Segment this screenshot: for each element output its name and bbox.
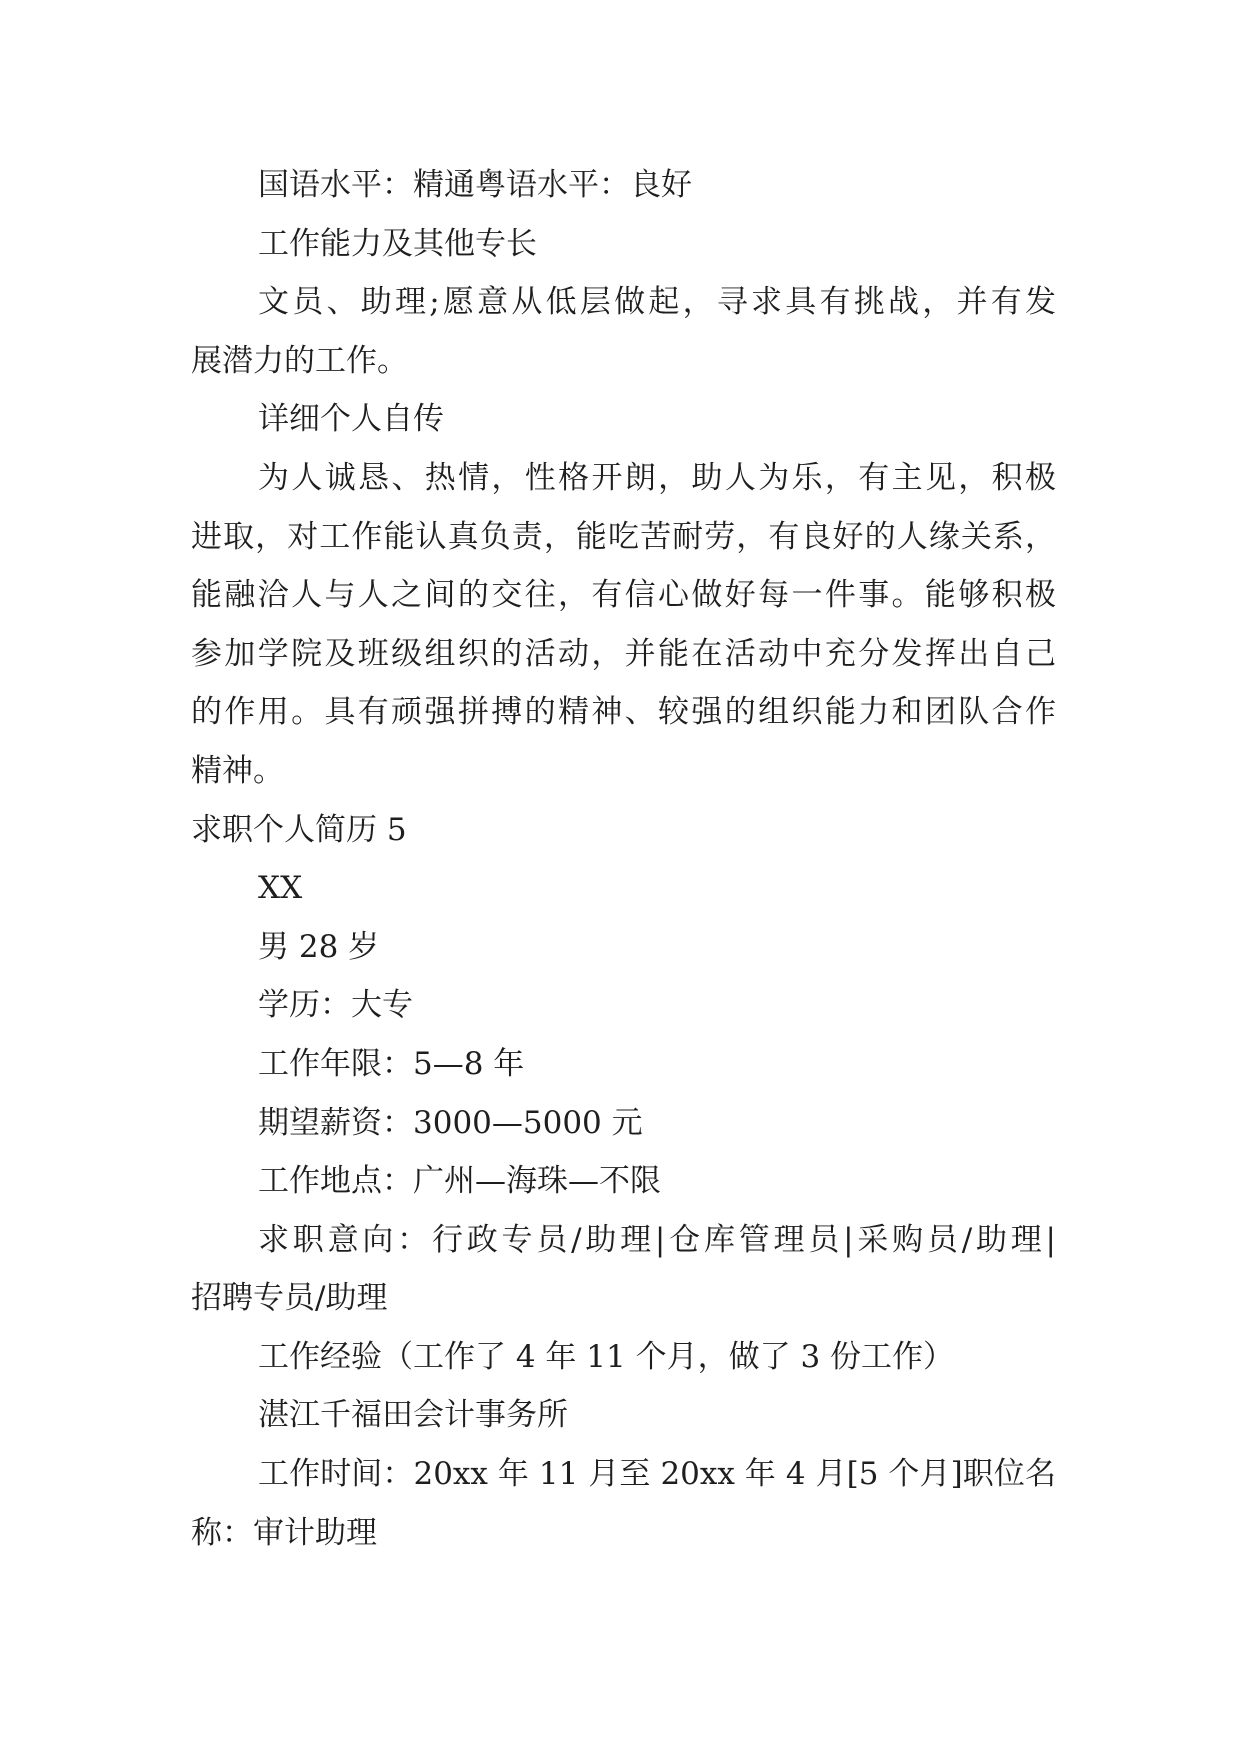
job-intention-line: 招聘专员/助理 [191,1280,388,1317]
document-body [191,156,1056,1562]
bio-text-line: 为人诚恳、热情，性格开朗，助人为乐，有主见，积极 [258,459,1056,496]
skills-heading: 工作能力及其他专长 [258,225,537,262]
skills-text-line: 展潜力的工作。 [191,342,408,379]
job-period-line: 工作时间：20xx 年 11 月至 20xx 年 4 月[5 个月]职位名 [258,1456,1056,1493]
expected-salary-line: 期望薪资：3000—5000 元 [258,1104,643,1141]
gender-age: 男 28 岁 [258,928,380,965]
education-line: 学历：大专 [258,987,413,1024]
work-years-line: 工作年限：5—8 年 [258,1045,525,1082]
job-period-line: 称：审计助理 [191,1514,377,1551]
experience-heading: 工作经验（工作了 4 年 11 个月，做了 3 份工作） [258,1338,955,1375]
job-intention-line: 求职意向：行政专员/助理|仓库管理员|采购员/助理| [258,1221,1056,1258]
bio-text-line: 能融洽人与人之间的交往，有信心做好每一件事。能够积极 [191,577,1056,614]
bio-heading: 详细个人自传 [258,401,444,438]
bio-text-line: 参加学院及班级组织的活动，并能在活动中充分发挥出自己 [191,635,1056,672]
skills-text-line: 文员、助理;愿意从低层做起，寻求具有挑战，并有发 [258,284,1056,321]
bio-text-line: 的作用。具有顽强拼搏的精神、较强的组织能力和团队合作 [191,694,1056,731]
bio-text-line: 精神。 [191,752,284,789]
work-location-line: 工作地点：广州—海珠—不限 [258,1163,661,1200]
applicant-name: XX [258,870,303,907]
company-name: 湛江千福田会计事务所 [258,1397,568,1434]
language-level-line: 国语水平：精通粤语水平：良好 [258,167,692,203]
resume-title: 求职个人简历 5 [191,811,407,848]
bio-text-line: 进取，对工作能认真负责，能吃苦耐劳，有良好的人缘关系， [191,518,1056,555]
